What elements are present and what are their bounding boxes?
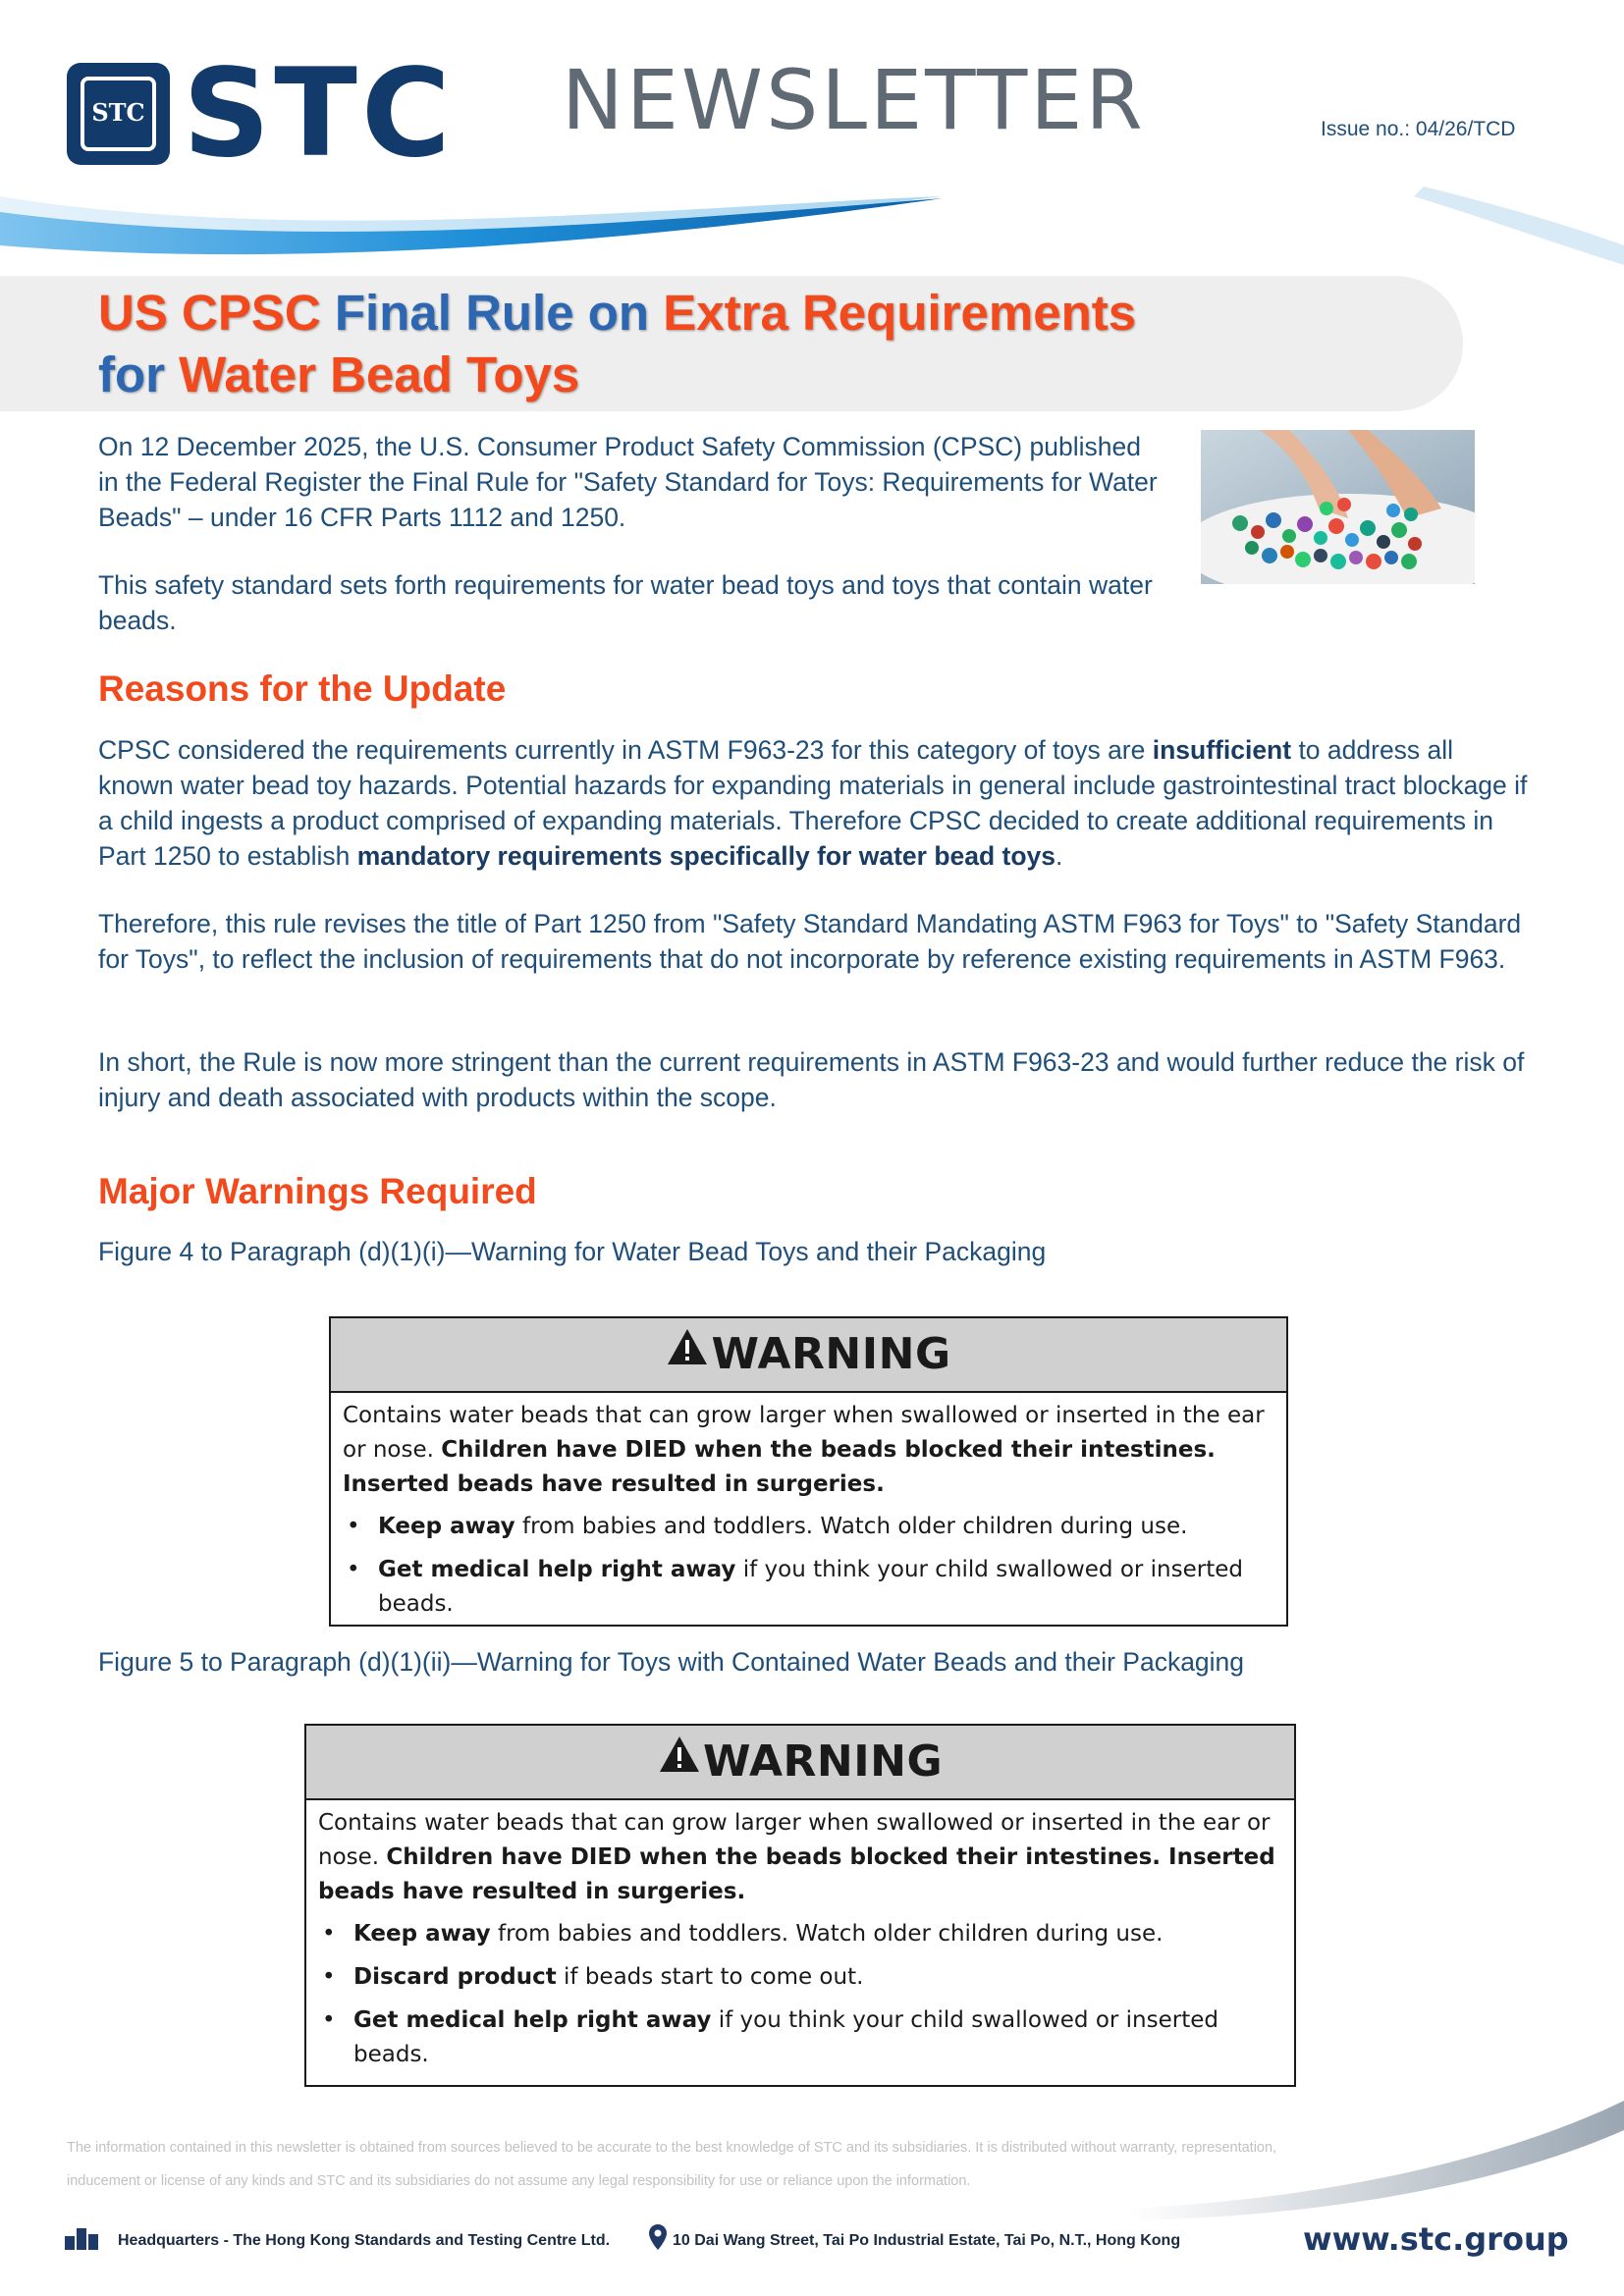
article-title: [98, 282, 1375, 405]
location-pin-icon: [649, 2224, 667, 2255]
logo-text: STC: [183, 43, 455, 185]
warning-box-water-bead-toys: [329, 1316, 1288, 1627]
building-icon: [65, 2226, 98, 2255]
reasons-paragraph-3: In short, the Rule is now more stringent than the current requirements in ASTM F963-23 and would further reduce the risk of injury and death associated with products within the scope.: [98, 1047, 1525, 1112]
warnings-heading: Major Warnings Required: [98, 1171, 537, 1211]
issue-number: Issue no.: 04/26/TCD: [1321, 118, 1516, 140]
warning-box-contained-water-beads: [304, 1724, 1296, 2087]
warning-bullet: • Discard product if beads start to come out.: [318, 1960, 1280, 1995]
reasons-paragraph-2: Therefore, this rule revises the title of Part 1250 from "Safety Standard Mandating ASTM F963 for Toys" to "Safety Standard for Toys", to reflect the inclusion of requirements that do not incorporate by reference existing requirements in ASTM F963.: [98, 909, 1522, 974]
stc-logo: [67, 43, 460, 185]
reasons-heading: Reasons for the Update: [98, 668, 507, 709]
warning-bullet: • Keep away from babies and toddlers. Watch older children during use.: [318, 1917, 1280, 1951]
warning-label: WARNING: [702, 1736, 944, 1787]
footer-address: 10 Dai Wang Street, Tai Po Industrial Estate, Tai Po, N.T., Hong Kong: [673, 2232, 1181, 2249]
warning-intro: Contains water beads that can grow larger when swallowed or inserted in the ear or nose. Children have DIED when the beads blocked their intestines. Inserted beads have resulted in surgeries.: [318, 1810, 1275, 1904]
warning-triangle-icon: [658, 1724, 701, 1796]
water-beads-photo: [1201, 430, 1475, 584]
logo-mark: STC: [91, 98, 145, 127]
warning-label: WARNING: [711, 1329, 951, 1379]
warning-bullet: • Keep away from babies and toddlers. Watch older children during use.: [343, 1510, 1272, 1544]
title-line-1: US CPSC Final Rule on Extra Requirements: [98, 285, 1137, 341]
intro-paragraph-2: This safety standard sets forth requirements for water bead toys and toys that contain water beads.: [98, 570, 1153, 635]
warning-bullet: • Get medical help right away if you think your child swallowed or inserted beads.: [318, 2003, 1280, 2072]
title-line-2: for Water Bead Toys: [98, 347, 580, 402]
footer-headquarters: Headquarters - The Hong Kong Standards and Testing Centre Ltd.: [118, 2232, 611, 2249]
warning-bullet: • Get medical help right away if you think your child swallowed or inserted beads.: [343, 1553, 1272, 1622]
intro-paragraph-1: On 12 December 2025, the U.S. Consumer Product Safety Commission (CPSC) published in the Federal Register the Final Rule for "Safety Standard for Toys: Requirements for Water Beads" – under 16 CFR Parts 1112 and 1250.: [98, 432, 1158, 532]
figure-4-caption: Figure 4 to Paragraph (d)(1)(i)—Warning for Water Bead Toys and their Packaging: [98, 1237, 1047, 1266]
stc-emblem-icon: [67, 63, 170, 165]
disclaimer: The information contained in this newsletter is obtained from sources believed to be accurate to the best knowledge of STC and its subsidiaries. It is distributed without warranty, representation, inducement or license of any kinds and STC and its subsidiaries do not assume any legal responsibility for use or reliance upon the information.: [67, 2140, 1277, 2189]
website-link[interactable]: www.stc.group: [1303, 2220, 1569, 2258]
figure-5-caption: Figure 5 to Paragraph (d)(1)(ii)—Warning for Toys with Contained Water Beads and their Packaging: [98, 1647, 1245, 1677]
footer-swoosh: [1129, 2091, 1624, 2228]
warning-intro: Contains water beads that can grow larger when swallowed or inserted in the ear or nose. Children have DIED when the beads blocked their intestines. Inserted beads have resulted in surgeries.: [343, 1403, 1265, 1497]
reasons-paragraph-1: CPSC considered the requirements currently in ASTM F963-23 for this category of toys are insufficient to address all known water bead toy hazards. Potential hazards for expanding materials in general include gastrointestinal tract blockage if a child ingests a product comprised of expanding materials. Therefore CPSC decided to create additional requirements in Part 1250 to establish mandatory requirements specifically for water bead toys.: [98, 735, 1528, 871]
newsletter-label: NEWSLETTER: [562, 52, 1146, 148]
warning-triangle-icon: [666, 1316, 709, 1389]
